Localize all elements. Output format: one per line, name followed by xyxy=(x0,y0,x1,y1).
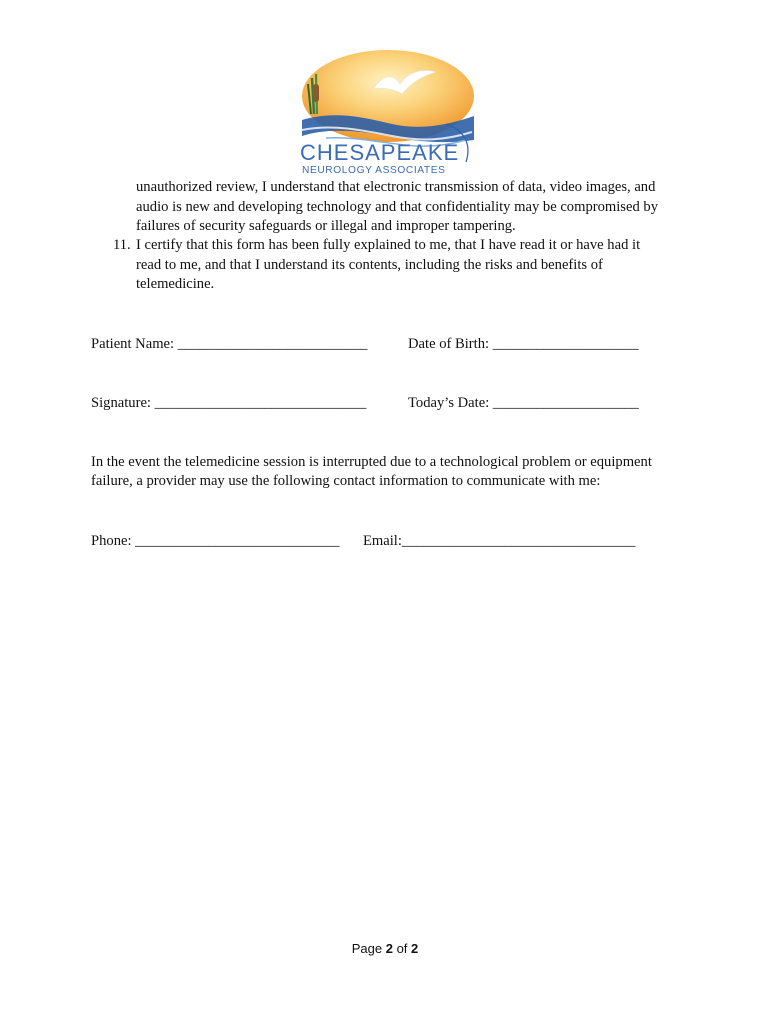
logo-name-line1: CHESAPEAKE xyxy=(300,140,460,165)
list-item-number: 11. xyxy=(113,237,131,253)
paragraph-line: unauthorized review, I understand that electronic transmission of data, video images, and xyxy=(136,179,656,195)
chesapeake-neurology-logo xyxy=(296,44,476,176)
paragraph-line: failures of security safeguards or illegal and improper tampering. xyxy=(136,218,516,234)
paragraph-line: telemedicine. xyxy=(136,276,215,292)
patient-name-field[interactable]: Patient Name: __________________________ xyxy=(91,336,368,352)
paragraph-line: read to me, and that I understand its contents, including the risks and benefits of xyxy=(136,257,603,273)
phone-field[interactable]: Phone: ____________________________ xyxy=(91,533,340,549)
paragraph-line: audio is new and developing technology and that confidentiality may be compromised by xyxy=(136,199,659,215)
logo-name-line2: NEUROLOGY ASSOCIATES xyxy=(302,165,446,176)
email-field[interactable]: Email:________________________________ xyxy=(363,533,636,549)
of-word: of xyxy=(396,941,408,956)
todays-date-field[interactable]: Today’s Date: ____________________ xyxy=(408,395,639,411)
signature-field[interactable]: Signature: _____________________________ xyxy=(91,395,367,411)
current-page-number: 2 xyxy=(385,941,393,956)
date-of-birth-field[interactable]: Date of Birth: ____________________ xyxy=(408,336,639,352)
logo-graphic xyxy=(296,44,476,176)
page-word: Page xyxy=(351,941,383,956)
total-page-number: 2 xyxy=(411,941,419,956)
notice-text-line: In the event the telemedicine session is interrupted due to a technological problem or equipment xyxy=(91,454,652,470)
notice-text-line: failure, a provider may use the following contact information to communicate with me: xyxy=(91,473,601,489)
paragraph-line: I certify that this form has been fully explained to me, that I have read it or have had it xyxy=(136,237,641,253)
page-number-footer xyxy=(0,941,770,956)
